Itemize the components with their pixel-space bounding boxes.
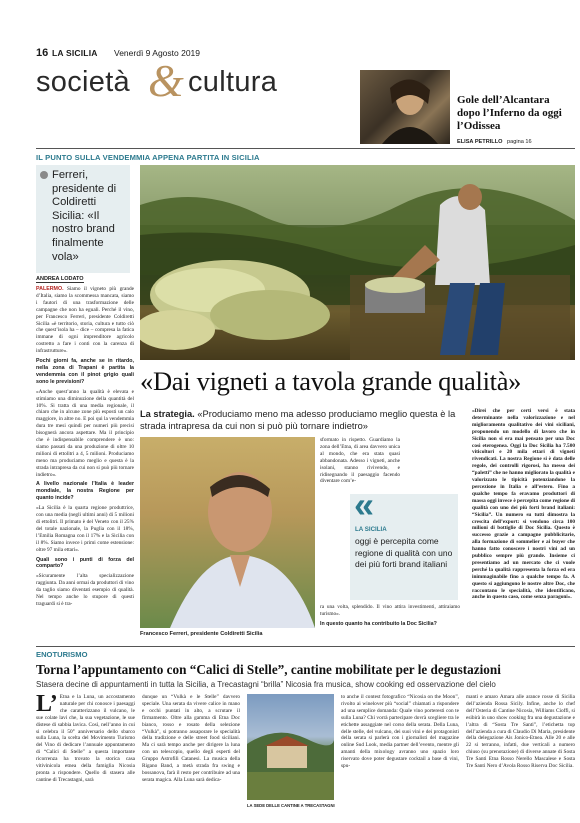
drop-cap: L’ [36,691,58,717]
portrait-photo[interactable] [140,437,315,628]
paragraph [36,286,134,355]
article-col-3 [320,437,400,488]
paragraph: Etna e la Luna, un accostamento naturale per chi conosce i paesaggi che caratterizzano il vulcano, le sue colate lavi che, la sua vegetazione, le sue distese di sabbia lavica. Così, nell’anno in cui si celebra il 50° anniversario dello sbarco sulla Luna, la scelta del Movimento Turismo del Vino di dedicare l’annuale appuntamento di “Calici di Stelle” a questa importante ricorrenza ha trovato la storica casa vitivinicola etnea della famiglia Nicosia pronta a rispondere. Quello di stasera alle cantine di Trecastagni, sarà [36,694,135,783]
paragraph [472,408,575,601]
paragraph: manti e amaro Amara alle arance rosse di Sicilia dell’azienda Rossa Sicily. Infine, anche lo chef dell’Osteria di Cantine Nicosia, Williams Cioffi, si esibirà in uno show cooking fra una degustazione e l’altra di “Sosta Tre Santi”, l’etichetta top dell’azienda a cura di Claudio Di Maria, presidente della delegazione Ais Jonico-Etnea. Alle 20 e alle 22 si terranno, infatti, due verticali a numero chiuso (su prenotazione) di diverse annate di Sosta Tre Santi Etna Rosso Nerello Mascalese e Sosta Tre Santi Nero d’Avola Rosso Riserva Doc Sicilia. [466,694,575,770]
question [36,481,134,502]
issue-date: Venerdì 9 Agosto 2019 [114,48,201,58]
paragraph: «La Sicilia è la quarta regione produttrice, con una media (negli ultimi anni) di 5 milioni di ettolitri. Il primato è del Veneto con il 25% del totale nazionale, la Puglia con il 18%, l’Emilia Romagna con il 17% e la Sicilia con il 8%. Siamo invece i primi come estensione: oltre 97 mila ettari». [36,505,134,553]
question-text: In questo quanto ha contribuito la Doc Sicilia? [320,620,437,627]
pull-quote-text: oggi è percepita come regione di qualità con uno dei più forti brand italiani [355,536,453,569]
paragraph: to anche il contest fotografico “Nicosia on the Moon”, rivolto ai winelover più “social” chiamati a rispondere ad una semplice domanda: Quale vino porteresti con te sulla Luna? Chi vorrà partecipare dovrà scegliere tra le etichette assaggiate nel corso della serata. Della Luna, delle stelle, del vulcano, dei suoi vini e dei protagonisti della serata si parlerà con i giornalisti del magazine online Sud Look, media partner dell’evento, mentre gli amanti della mixology avranno uno spazio loro riservato dove poter degustare cocktail a base di vini, spu- [341,694,459,770]
promo-author: ELISA PETRILLO [457,139,503,145]
harvest-scene-icon [140,165,575,360]
winery-caption: LA SEDE DELLE CANTINE A TRECASTAGNI [247,803,335,808]
pull-quote [350,484,458,600]
page-number: 16 [36,47,49,59]
paper-name: LA SICILIA [52,48,98,58]
strategy-label: La strategia. [140,409,195,419]
quote-mark-icon: « [354,484,375,525]
paragraph: sformato in rispetto. Guardiamo la zona dell’Etna, di area davvero unica al mondo, che era stata quasi abbandonata. Adesso i vigneti, anche isolani, stanno rivivendo, e ridisegnando il paesaggio facendo diventare com’e- [320,437,400,485]
enoturismo-subhead: Stasera decine di appuntamenti in tutta la Sicilia, a Trecastagni “brilla” Nicosia fra musica, show cooking ed osservazione del cielo [36,680,496,689]
headline: «Dai vigneti a tavola grande qualità» [140,366,522,396]
enoturismo-col-2 [142,694,240,784]
question [36,358,134,386]
promo-photo[interactable] [360,70,450,144]
section-title [36,55,356,106]
quote-box [36,165,130,273]
paragraph-text: «Direi che per certi versi è stata determinante nella valorizzazione e nel miglioramento qualitativo dei vini siciliani, proponendo un modello di lavoro che in Sicilia non si era mai pensato per una Doc così eterogenea. Oggi la Doc Sicilia ha 7.500 viticoltori e 20 mila ettari di vigneti rivendicati. La nostra Regione si è data delle regole, dei controlli rigorosi, ha messo dei “paletti” che ne hanno migliorato la qualità e valorizzato le tipicità potenziandone la percezione in Italia e all’estero. Fino a qualche tempo fa eravamo produttori di massa oggi invece è percepita come regione di qualità con uno dei più forti brand italiani: “Sicilia”. Un numero su tutti dimostra la crescita dell’export: si vendono circa 100 milioni di bottiglie di Doc Sicilia. Questo è successo grazie a campagne pubblicitarie, alla formazione di sommelier e ai buyer che hanno fatto conoscere i nostri vini ad un pubblico sempre più grande. Insieme ci presentiamo ad un mercato che ci vuole perché la qualità rappresenta la forza ed era inimmaginabile fino a qualche tempo fa. A questo si aggiungono le nostre altre Doc, che raccontano le specialità, che identificano, anche in questo caso, come senza paragoni». [472,408,575,601]
man-portrait-icon [140,437,315,628]
paragraph: ra una volta, splendido. Il vino attira investimenti, attiraiamo turismo». [320,604,460,617]
woman-portrait-icon [360,70,450,144]
kicker: IL PUNTO SULLA VENDEMMIA APPENA PARTITA IN SICILIA [36,153,260,162]
pull-quote-label: LA SICILIA [355,526,387,533]
enoturismo-tag: ENOTURISMO [36,650,88,659]
article-col-4 [472,408,575,604]
winery-photo[interactable] [247,694,334,800]
quote-box-text: Ferreri, presidente di Coldiretti Sicilia: «Il nostro brand finalmente vola» [52,169,117,263]
enoturismo-headline: Torna l’appuntamento con “Calici di Stelle”, cantine mobilitate per le degustazioni [36,662,501,677]
strategy-deck [140,408,466,432]
divider [36,148,575,149]
chevron-right-icon [40,171,48,179]
section-title-left: società [36,66,130,98]
article-col-1 [36,286,134,611]
question [36,557,134,571]
section-title-amp: & [148,55,184,106]
enoturismo-col-1 [36,691,135,784]
question-text: A livello nazionale l’Italia è leader mondiale, la nostra Regione per quanto incide? [36,481,134,502]
enoturismo-col-3 [341,694,459,770]
article-col-3b [320,604,460,631]
divider [36,646,575,647]
paragraph-text: Siamo il vigneto più grande d’Italia, siamo la scommessa mancata, siamo i fautori di una trasformazione delle campagne che non ha eguali. Perché il vino, per Francesco Ferreri, presidente Coldiretti Sicilia «è territorio, storia, cultura e tutto ciò che quest’isola ha – dice – compresa la fatica immane di ogni imprenditore agricolo costretto a fare i conti con la carenza di infrastrutture». [36,286,134,355]
enoturismo-col-4 [466,694,575,770]
paragraph: «Anche quest’anno la qualità è elevata e stimiamo una diminuzione della quantità del 10%. Si tratta di una media regionale, il chiaro che in alcune zone più esposti un calo maggiore, in altre no. E poi qui la vendemmia dura tre mesi quindi per numeri più precisi bisognerà ancora aspettare. Ma il principio che è indispensabile comprendere è uno: siamo passati da una produzione di oltre 10 milioni di ettolitri a 4, 5 milioni. Produciamo meno ma produciamo meglio e questa è la strada intrapresa da cui non si può più tornare indietro». [36,388,134,478]
paragraph: dunque un “Vulkà e le Stelle” davvero speciale. Una serata da vivere calice in mano e occhi puntati in alto, a scrutare il firmamento. Oltre alla gamma di Etna Doc bianco, rosso e rosato della selezione “Vulkà”, si potranno assaporare le specialità della tradizione e delle street food siciliani. Ma ci sarà tempo anche per dirigere la luna con un telescopio, quello degli esperti del Gruppo Astrofili Catanesi. La musica della Rigano Band, a metà strada fra swing e bossanova, farà il resto per contribuire ad una serata magica. Alla Luna sarà dedica- [142,694,240,783]
strategy-text: «Produciamo meno ma adesso produciamo meglio questa è la strada intrapresa da cui non si può più tornare indietro» [140,409,456,431]
vineyard-photo[interactable] [140,165,575,360]
byline: ANDREA LODATO [36,276,84,282]
winery-building-icon [247,694,334,800]
question [320,621,460,628]
photo-caption: Francesco Ferreri, presidente Coldiretti Sicilia [140,631,263,637]
paragraph: «Sicuramente l’alta specializzazione raggiunta. Da anni ormai da produttori di vino da taglio siamo diventati esempio di qualità. Nel tempo anche lo stupore di questi traguardi si è tra- [36,573,134,607]
section-title-right: cultura [188,66,278,98]
question-text: Pochi giorni fa, anche se in ritardo, nella zona di Trapani è partita la vendemmia con il pinot grigio quali sono le previsioni? [36,358,134,385]
promo-byline [457,139,575,145]
dateline: PALERMO. [36,286,64,292]
promo-title[interactable]: Gole dell’Alcantara dopo l’Inferno da oggi l’Odissea [457,94,562,132]
question-text: Quali sono i punti di forza del comparto? [36,556,134,570]
promo-page-ref: pagina 16 [507,139,532,145]
